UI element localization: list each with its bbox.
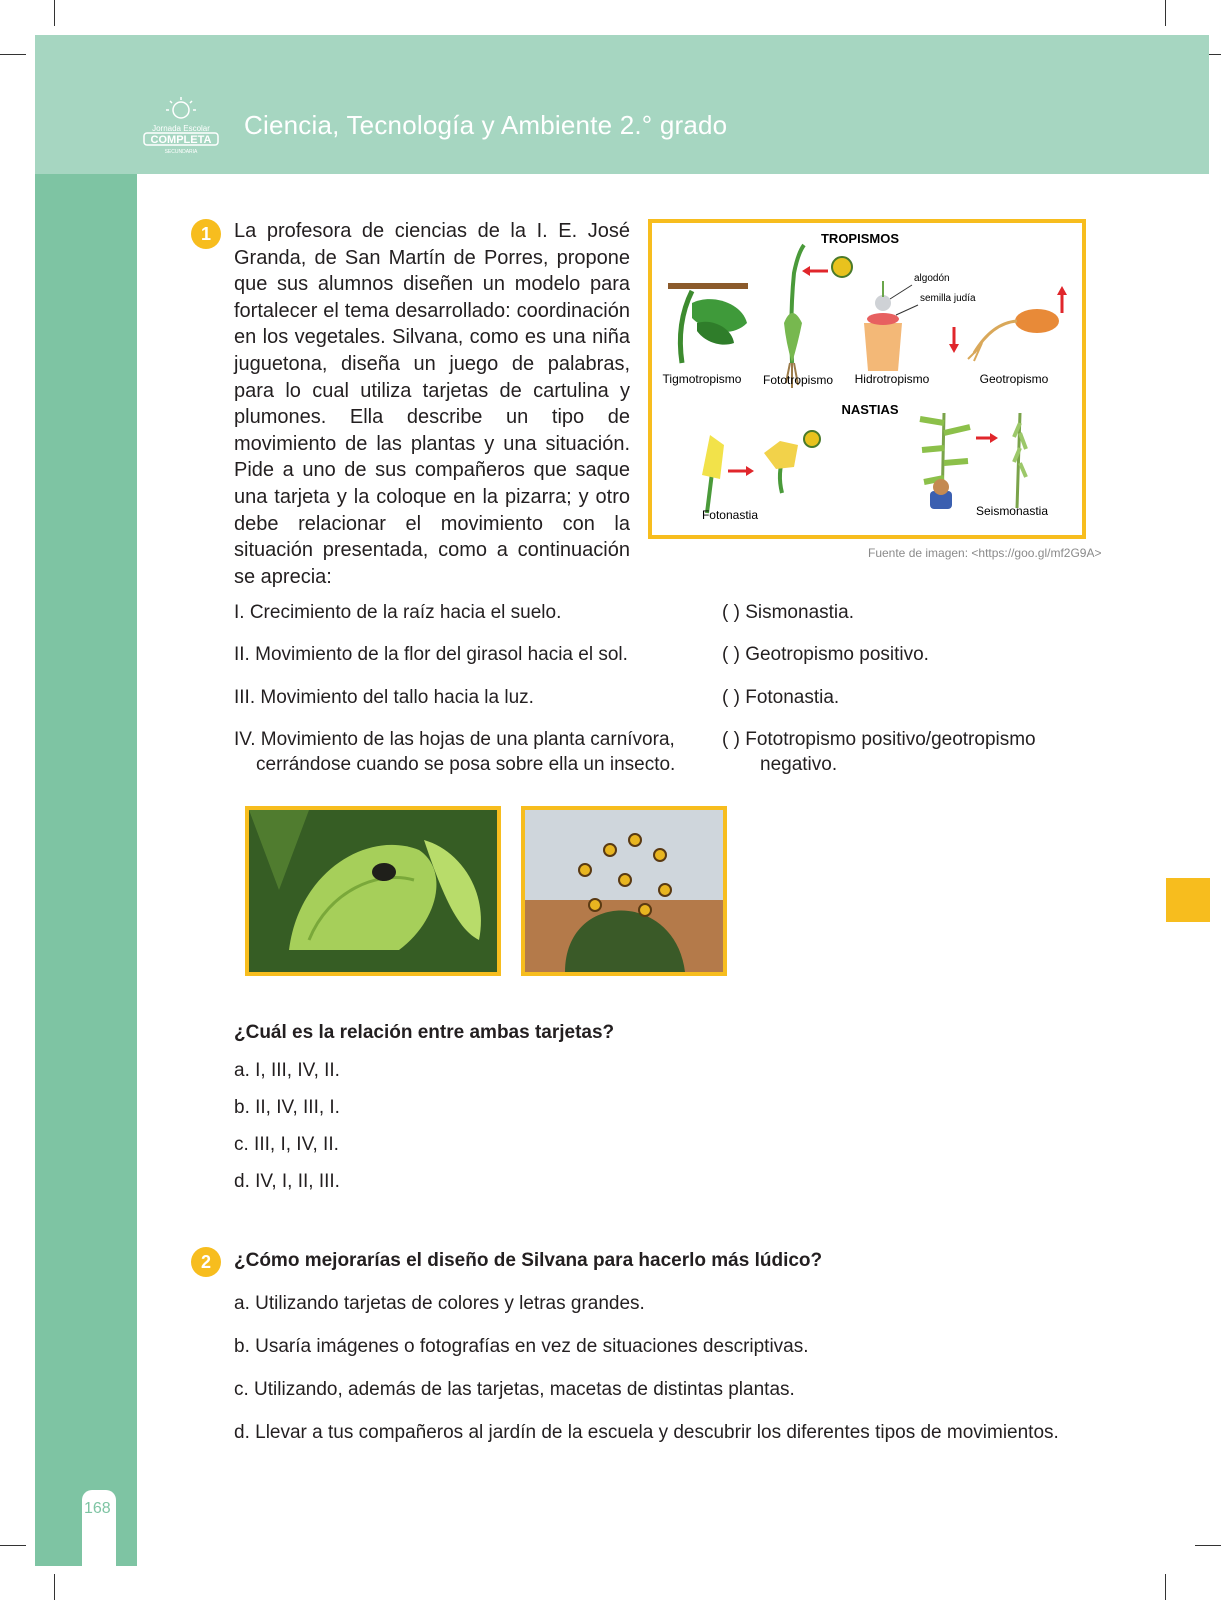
label-fototropismo: Fototropismo	[762, 373, 834, 387]
photonasty-illustration	[702, 431, 820, 513]
crop-mark	[54, 1574, 55, 1600]
question-2-number: 2	[191, 1247, 221, 1277]
question-1-option-b[interactable]: b. II, IV, III, I.	[234, 1097, 340, 1118]
left-card-2: II. Movimiento de la flor del girasol hacia el sol.	[234, 644, 628, 665]
left-sidebar-band	[35, 174, 137, 1566]
label-tigmotropismo: Tigmotropismo	[662, 372, 742, 386]
question-1-option-a[interactable]: a. I, III, IV, II.	[234, 1060, 340, 1081]
left-card-3: III. Movimiento del tallo hacia la luz.	[234, 687, 534, 708]
hydrotropism-illustration	[864, 273, 976, 371]
label-fotonastia: Fotonastia	[701, 508, 759, 522]
question-1-intro: La profesora de ciencias de la I. E. José Granda, de San Martín de Porres, propone que sus alumnos diseñen un modelo para fortalecer el tema desarrollado: coordinación en los vegetales. Silvana, como es una niña juguetona, diseña un juego de palabras, para lo cual utiliza tarjetas de cartulina y plumones. Ella describe un tipo de movimiento de las plantas y una situación. Pide a uno de sus compañeros que saque una tarjeta y la coloque en la pizarra; y otro debe relacionar el movimiento con la situación presentada, como a continuación se aprecia:	[234, 220, 630, 588]
left-card-4: IV. Movimiento de las hojas de una planta carnívora, cerrándose cuando se posa sobre ella un insecto.	[234, 729, 676, 775]
question-2-option-d[interactable]: d. Llevar a tus compañeros al jardín de la escuela y descubrir los diferentes tipos de movimientos.	[234, 1422, 1059, 1443]
crop-mark	[0, 54, 26, 55]
right-card-2: ( ) Geotropismo positivo.	[722, 644, 929, 665]
crop-mark	[1195, 1545, 1221, 1546]
tigmotropism-plant-illustration	[668, 283, 748, 363]
label-semilla-judia: semilla judía	[920, 293, 976, 304]
logo-main-text: COMPLETA	[150, 134, 212, 146]
question-2-option-a[interactable]: a. Utilizando tarjetas de colores y letras grandes.	[234, 1293, 645, 1314]
left-card-1: I. Crecimiento de la raíz hacia el suelo.	[234, 602, 562, 623]
right-card-1: ( ) Sismonastia.	[722, 602, 854, 623]
logo-top-text: Jornada Escolar	[152, 124, 210, 133]
side-marker	[1166, 878, 1210, 922]
label-geotropismo: Geotropismo	[979, 372, 1049, 386]
page-title: Ciencia, Tecnología y Ambiente 2.° grado	[244, 110, 728, 140]
tropismos-title: TROPISMOS	[820, 231, 900, 246]
question-1-number: 1	[191, 219, 221, 249]
question-1-option-d[interactable]: d. IV, I, II, III.	[234, 1171, 340, 1192]
question-1-prompt: ¿Cuál es la relación entre ambas tarjetas?	[234, 1022, 615, 1043]
crop-mark	[54, 0, 55, 26]
question-1-option-c[interactable]: c. III, I, IV, II.	[234, 1134, 339, 1155]
logo-bottom-text: SECUNDARIA	[164, 149, 198, 155]
crop-mark	[1165, 0, 1166, 26]
seismonasty-illustration	[920, 413, 1026, 509]
right-card-3: ( ) Fotonastia.	[722, 687, 840, 708]
plant-movements-figure	[648, 219, 1086, 539]
question-2-prompt: ¿Cómo mejorarías el diseño de Silvana para hacerlo más lúdico?	[234, 1250, 823, 1271]
crop-mark	[1165, 1574, 1166, 1600]
venus-flytrap-photo	[245, 806, 501, 976]
right-card-4: ( ) Fototropismo positivo/geotropismo negativo.	[722, 729, 1036, 775]
label-hidrotropismo: Hidrotropismo	[854, 372, 930, 386]
label-algodon: algodón	[914, 273, 950, 284]
jornada-completa-logo	[142, 96, 220, 156]
question-2-option-c[interactable]: c. Utilizando, además de las tarjetas, macetas de distintas plantas.	[234, 1379, 795, 1400]
question-2-option-b[interactable]: b. Usaría imágenes o fotografías en vez de situaciones descriptivas.	[234, 1336, 809, 1357]
phototropism-plant-illustration	[784, 245, 852, 388]
page-number: 168	[84, 1500, 111, 1517]
label-seismonastia: Seismonastia	[975, 504, 1049, 518]
figure-source: Fuente de imagen: <https://goo.gl/mf2G9A>	[868, 546, 1102, 560]
crop-mark	[0, 1545, 26, 1546]
nastias-title: NASTIAS	[841, 402, 899, 417]
sunflower-photo	[521, 806, 727, 976]
